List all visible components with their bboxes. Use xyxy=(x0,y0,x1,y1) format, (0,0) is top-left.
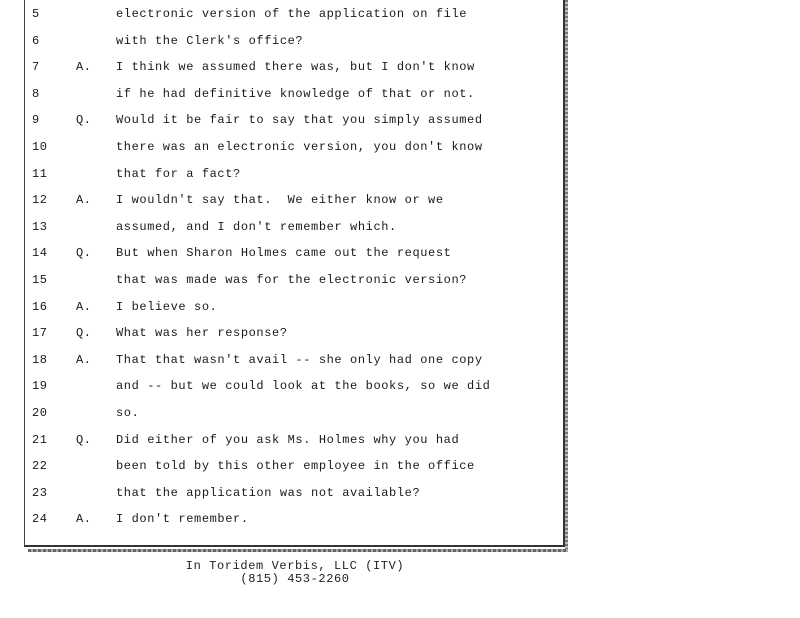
line-number: 14 xyxy=(32,246,48,261)
testimony-text: Did either of you ask Ms. Holmes why you had xyxy=(116,432,460,447)
line-number: 9 xyxy=(32,113,40,128)
testimony-text: if he had definitive knowledge of that or not. xyxy=(116,86,475,101)
line-number: 22 xyxy=(32,459,48,474)
page-shadow-right xyxy=(565,0,568,552)
line-number: 17 xyxy=(32,326,48,341)
testimony-text: there was an electronic version, you don't know xyxy=(116,140,483,154)
line-number: 23 xyxy=(32,485,48,500)
speaker-label: Q. xyxy=(76,246,92,261)
testimony-text: I think we assumed there was, but I don't know xyxy=(116,60,475,75)
testimony-text: But when Sharon Holmes came out the request xyxy=(116,246,452,261)
footer-phone: (815) 453-2260 xyxy=(240,572,350,586)
testimony-text: Would it be fair to say that you simply assumed xyxy=(116,113,483,128)
line-number: 6 xyxy=(32,33,40,48)
testimony-text: been told by this other employee in the office xyxy=(116,459,475,474)
line-number: 13 xyxy=(32,219,48,234)
testimony-text: I don't remember. xyxy=(116,512,249,527)
page-shadow-bottom xyxy=(28,549,568,552)
testimony-text: so. xyxy=(116,406,140,420)
testimony-text: that was made was for the electronic version? xyxy=(116,273,468,287)
speaker-label: A. xyxy=(76,60,92,75)
testimony-text: assumed, and I don't remember which. xyxy=(116,219,397,234)
testimony-text: electronic version of the application on file xyxy=(116,7,468,21)
footer-company: In Toridem Verbis, LLC (ITV) xyxy=(185,559,405,573)
line-number: 21 xyxy=(32,432,48,447)
line-number: 15 xyxy=(32,273,48,287)
line-number: 18 xyxy=(32,352,48,367)
line-number: 19 xyxy=(32,379,48,394)
speaker-label: Q. xyxy=(76,432,92,447)
testimony-text: that the application was not available? xyxy=(116,485,421,500)
speaker-label: Q. xyxy=(76,113,92,128)
line-number: 24 xyxy=(32,512,48,527)
line-number: 20 xyxy=(32,406,48,420)
speaker-label: A. xyxy=(76,512,92,527)
testimony-text: and -- but we could look at the books, so we did xyxy=(116,379,491,394)
line-number: 11 xyxy=(32,166,48,181)
testimony-text: I believe so. xyxy=(116,299,218,314)
speaker-label: Q. xyxy=(76,326,92,341)
speaker-label: A. xyxy=(76,352,92,367)
line-number: 7 xyxy=(32,60,40,75)
testimony-text: I wouldn't say that. We either know or we xyxy=(116,193,444,208)
line-number: 12 xyxy=(32,193,48,208)
speaker-label: A. xyxy=(76,299,92,314)
testimony-text: What was her response? xyxy=(116,326,288,341)
testimony-text: that for a fact? xyxy=(116,166,241,181)
line-number: 5 xyxy=(32,7,40,21)
speaker-label: A. xyxy=(76,193,92,208)
testimony-text: with the Clerk's office? xyxy=(116,33,304,48)
testimony-text: That that wasn't avail -- she only had one copy xyxy=(116,352,483,367)
line-number: 16 xyxy=(32,299,48,314)
line-number: 10 xyxy=(32,140,48,154)
line-number: 8 xyxy=(32,86,40,101)
